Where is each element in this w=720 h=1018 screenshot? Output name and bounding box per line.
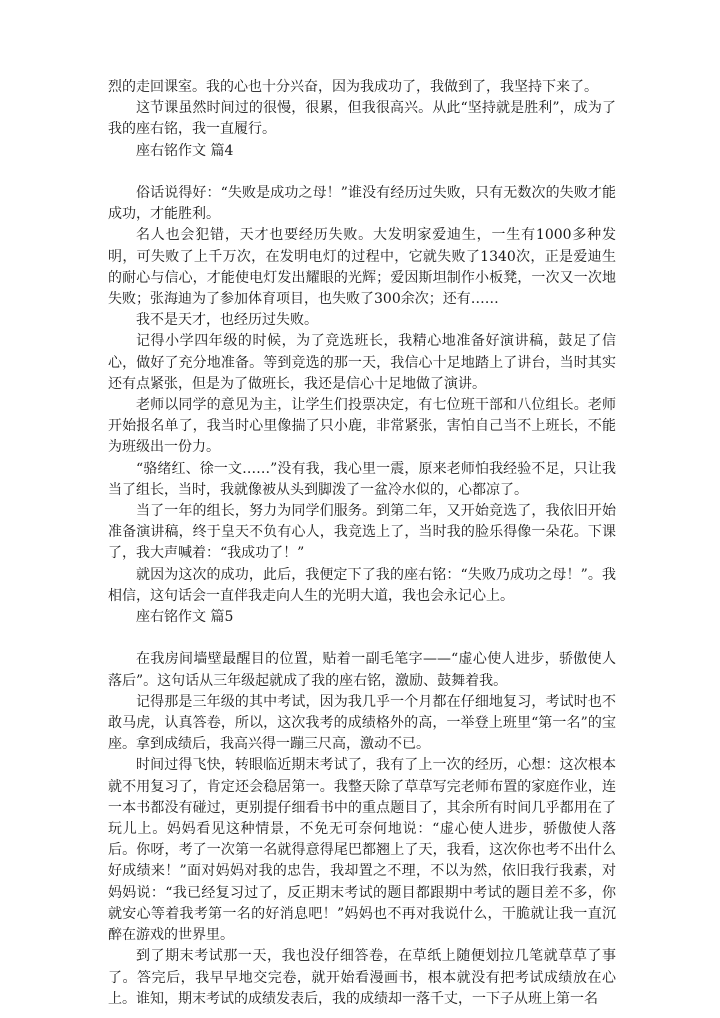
paragraph: 名人也会犯错，天才也要经历失败。大发明家爱迪生，一生有1000多种发明，可失败了上千万次，在发明电灯的过程中，它就失败了1340次，正是爱迪生的耐心与信心，才能使电灯发出耀眼的光辉；爱因斯坦制作小板凳，一次又一次地失败；张海迪为了参加体育项目，也失败了300余次；还有…… [108,227,616,308]
section-heading: 座右铭作文 篇4 [136,142,234,159]
spacer [108,628,616,649]
paragraph: 烈的走回课室。我的心也十分兴奋，因为我成功了，我做到了，我坚持下来了。 [108,79,598,95]
paragraph: 就因为这次的成功，此后，我便定下了我的座右铭：“失败乃成功之母！”。我相信，这句话会一直伴我走向人生的光明大道，我也会永记心上。 [108,566,616,604]
paragraph: 我不是天才，也经历过失败。 [136,312,318,329]
paragraph: 记得那是三年级的其中考试，因为我几乎一个月都在仔细地复习，考试时也不敢马虎，认真答卷，所以，这次我考的成绩格外的高，一举登上班里“第一名”的宝座。拿到成绩后，我高兴得一蹦三尺高，激动不已。 [108,693,616,753]
paragraph: 当了一年的组长，努力为同学们服务。到第二年，又开始竞选了，我依旧开始准备演讲稿，终于皇天不负有心人，我竞选上了，当时我的脸乐得像一朵花。下课了，我大声喊着：“我成功了！” [108,503,616,562]
section-heading: 座右铭作文 篇5 [136,609,234,626]
paragraph: 在我房间墙壁最醒目的位置，贴着一副毛笔字——“虚心使人进步，骄傲使人落后”。这句话从三年级起就成了我的座右铭，激励、鼓舞着我。 [108,651,616,689]
paragraph: 俗话说得好：“失败是成功之母！”谁没有经历过失败，只有无数次的失败才能成功，才能胜利。 [108,185,616,223]
paragraph: 记得小学四年级的时候，为了竞选班长，我精心地准备好演讲稿，鼓足了信心，做好了充分地准备。等到竞选的那一天，我信心十足地踏上了讲台，当时其实还有点紧张，但是为了做班长，我还是信心十足地做了演讲。 [108,333,616,392]
paragraph: 到了期末考试那一天，我也没仔细答卷，在草纸上随便划拉几笔就草草了事了。答完后，我早早地交完卷，就开始看漫画书，根本就没有把考试成绩放在心上。谁知，期末考试的成绩发表后，我的成绩却一落千丈，一下子从班上第一名 [108,948,616,1007]
paragraph: 时间过得飞快，转眼临近期末考试了，我有了上一次的经历，心想：这次根本就不用复习了，肯定还会稳居第一。我整天除了草草写完老师布置的家庭作业，连一本书都没有碰过，更别提仔细看书中的重点题目了，其余所有时间几乎都用在了玩儿上。妈妈看见这种情景，不免无可奈何地说：“虚心使人进步，骄傲使人落后。你呀，考了一次第一名就得意得尾巴都翘上了天，我看，这次你也考不出什么好成绩来！”面对妈妈对我的忠告，我却置之不理，不以为然，依旧我行我素，对妈妈说：“我已经复习过了，反正期末考试的题目都跟期中考试的题目差不多，你就安心等着我考第一名的好消息吧！”妈妈也不再对我说什么，干脆就让我一直沉醉在游戏的世界里。 [108,757,616,944]
spacer [108,162,616,183]
paragraph: 这节课虽然时间过的很慢，很累，但我很高兴。从此“坚持就是胜利”，成为了我的座右铭，我一直履行。 [108,100,616,138]
document-page [108,77,616,1010]
paragraph: 老师以同学的意见为主，让学生们投票决定，有七位班干部和八位组长。老师开始报名单了，我当时心里像揣了只小鹿，非常紧张，害怕自己当不上班长，不能为班级出一份力。 [108,397,616,456]
paragraph: “骆绪红、徐一文……”没有我，我心里一震，原来老师怕我经验不足，只让我当了组长，当时，我就像被从头到脚泼了一盆冷水似的，心都凉了。 [108,460,616,498]
